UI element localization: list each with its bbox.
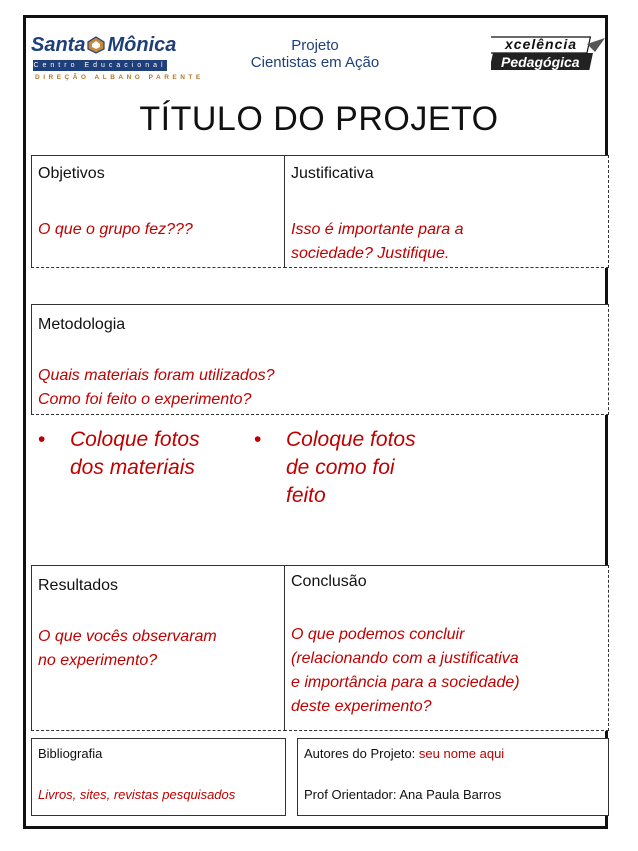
justificativa-box (284, 155, 609, 268)
conclusao-body-line4: deste experimento? (291, 698, 432, 715)
resultados-body-line2: no experimento? (38, 652, 158, 669)
santa-monica-logo (31, 34, 204, 84)
bullet-dot: • (38, 428, 46, 451)
conclusao-box (284, 565, 609, 731)
bullet-right-line3: feito (286, 484, 326, 507)
conclusao-heading: Conclusão (291, 573, 367, 590)
metodologia-heading: Metodologia (38, 316, 126, 333)
resultados-heading: Resultados (38, 577, 119, 594)
justificativa-body-line1: Isso é importante para a (291, 221, 464, 238)
bullet-left-line1: Coloque fotos (70, 428, 200, 451)
objetivos-heading: Objetivos (38, 165, 105, 182)
autores-box (297, 738, 609, 816)
bullet-right-line2: de como foi (286, 456, 395, 479)
bullet-dot: • (254, 428, 262, 451)
project-label-line1: Projeto (291, 37, 339, 54)
justificativa-body-line2: sociedade? Justifique. (291, 245, 450, 262)
bullet-text (70, 426, 200, 482)
metodologia-box (31, 304, 609, 415)
orientador-line: Prof Orientador: Ana Paula Barros (304, 787, 502, 802)
logo-left-direction: DIREÇÃO ALBANO PARENTE (35, 74, 204, 81)
page-title: TÍTULO DO PROJETO (139, 100, 499, 138)
resultados-body (38, 625, 217, 673)
metodologia-body-line2: Como foi feito o experimento? (38, 391, 252, 408)
resultados-body-line1: O que vocês observaram (38, 628, 217, 645)
bibliografia-body: Livros, sites, revistas pesquisados (38, 787, 236, 802)
conclusao-body (291, 623, 520, 719)
gem-icon (87, 36, 105, 54)
logo-left-subtitle: Centro Educacional (33, 62, 167, 69)
conclusao-body-line1: O que podemos concluir (291, 626, 465, 643)
resultados-box (31, 565, 286, 731)
bullet-left-line2: dos materiais (70, 456, 195, 479)
autores-line (304, 746, 504, 761)
project-label-line2: Cientistas em Ação (250, 54, 380, 71)
objetivos-body: O que o grupo fez??? (38, 221, 193, 238)
logo-right-line1: xcelência (505, 36, 578, 52)
justificativa-body (291, 218, 464, 266)
logo-left-word1: Santa (31, 34, 86, 56)
logo-right-line2: Pedagógica (501, 54, 580, 70)
bullet-right-line1: Coloque fotos (286, 428, 416, 451)
excelencia-pedagogica-logo (491, 34, 607, 74)
metodologia-body (38, 364, 275, 412)
autores-label: Autores do Projeto: (304, 746, 419, 761)
conclusao-body-line2: (relacionando com a justificativa (291, 650, 519, 667)
metodologia-body-line1: Quais materiais foram utilizados? (38, 367, 275, 384)
bullet-text (286, 426, 416, 510)
justificativa-heading: Justificativa (291, 165, 374, 182)
logo-left-name (31, 34, 176, 57)
project-label (230, 37, 400, 71)
logo-left-word2: Mônica (107, 34, 177, 56)
objetivos-box (31, 155, 286, 268)
bibliografia-box (31, 738, 286, 816)
conclusao-body-line3: e importância para a sociedade) (291, 674, 520, 691)
autores-name: seu nome aqui (418, 746, 505, 761)
bibliografia-heading: Bibliografia (38, 746, 103, 761)
